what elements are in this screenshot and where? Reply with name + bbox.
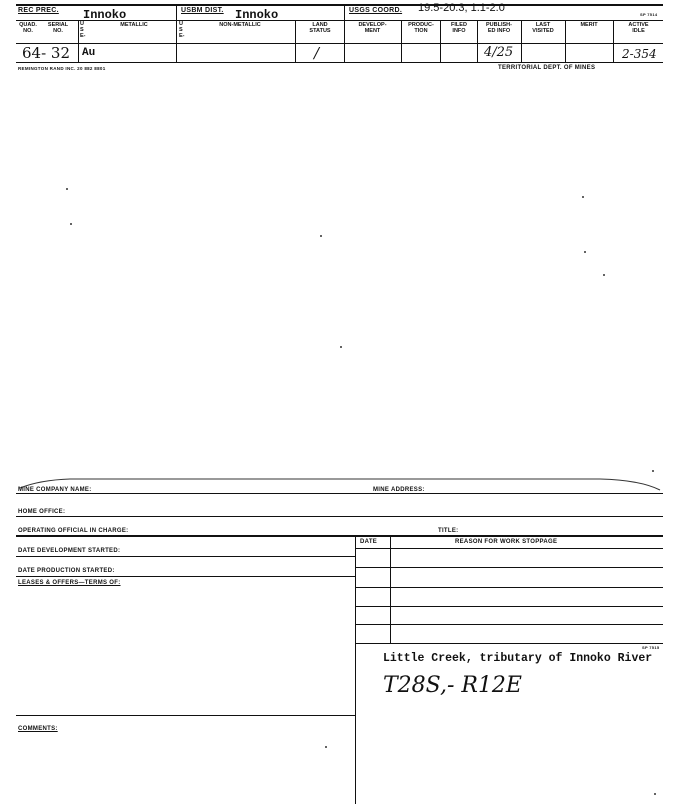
active-idle-value: 2-354 xyxy=(622,47,657,61)
quad-serial-value: 64- 32 xyxy=(22,44,71,62)
table-row-line xyxy=(355,624,663,625)
col-sep xyxy=(78,20,79,63)
date-prod-label: DATE PRODUCTION STARTED: xyxy=(18,568,115,574)
usbm-dist-value: Innoko xyxy=(235,8,279,22)
col-sep xyxy=(176,4,177,63)
home-office-line xyxy=(16,516,663,517)
location-text: Little Creek, tributary of Innoko River xyxy=(383,652,653,665)
form-number-top: SP 7514 xyxy=(640,12,658,17)
mine-company-name-label: MINE COMPANY NAME: xyxy=(18,487,92,493)
comments-right-border xyxy=(355,643,356,804)
form-number-bottom: SP 7515 xyxy=(642,645,660,650)
col-production: PRODUC- TION xyxy=(408,22,434,34)
col-metallic: METALLIC xyxy=(120,22,148,28)
scan-speck xyxy=(320,235,322,237)
col-development: DEVELOP- MENT xyxy=(358,22,387,34)
mine-address-label: MINE ADDRESS: xyxy=(373,487,425,493)
table-row-line xyxy=(355,587,663,588)
col-quad: QUAD. NO. xyxy=(19,22,37,34)
date-dev-line xyxy=(16,556,355,557)
usgs-coord-value: 19.5-20.3, 1.1-2.0 xyxy=(418,2,505,14)
col-merit: MERIT xyxy=(580,22,598,28)
col-published-info: PUBLISH- ED INFO xyxy=(486,22,512,34)
scan-speck xyxy=(66,188,68,190)
date-dev-label: DATE DEVELOPMENT STARTED: xyxy=(18,548,121,554)
card-edge xyxy=(0,474,678,494)
col-metallic-use: U S E- xyxy=(80,21,86,39)
col-nonmetallic: NON-METALLIC xyxy=(219,22,261,28)
scan-speck xyxy=(582,196,584,198)
rec-prec-value: Innoko xyxy=(83,8,127,22)
dept-line: TERRITORIAL DEPT. OF MINES xyxy=(498,65,596,71)
col-land-status: LAND STATUS xyxy=(309,22,331,34)
col-last-visited: LAST VISITED xyxy=(532,22,554,34)
scan-speck xyxy=(603,274,605,276)
col-nonmetallic-use: U S E- xyxy=(179,21,185,39)
col-active-idle: ACTIVE IDLE xyxy=(628,22,649,34)
official-line xyxy=(16,535,663,537)
table-row-line xyxy=(355,567,663,568)
scan-speck xyxy=(584,251,586,253)
date-col-label: DATE xyxy=(360,539,378,545)
top-border xyxy=(16,4,663,6)
usbm-dist-label: USBM DIST. xyxy=(181,7,224,14)
rec-prec-label: REC PREC. xyxy=(18,7,59,14)
leases-label: LEASES & OFFERS—TERMS OF: xyxy=(18,580,121,586)
date-prod-line xyxy=(16,576,355,577)
scan-speck xyxy=(325,746,327,748)
scan-speck xyxy=(70,223,72,225)
operating-official-label: OPERATING OFFICIAL IN CHARGE: xyxy=(18,528,129,534)
scan-speck xyxy=(654,793,656,795)
published-info-value: 4/25 xyxy=(484,45,514,60)
comments-top-line xyxy=(16,715,355,716)
col-serial: SERIAL NO. xyxy=(47,22,69,34)
land-status-value: / xyxy=(314,44,320,62)
card-top-line xyxy=(16,493,663,494)
reason-col-label: REASON FOR WORK STOPPAGE xyxy=(455,539,558,545)
title-label: TITLE: xyxy=(438,528,459,534)
comments-label: COMMENTS: xyxy=(18,726,58,732)
usgs-coord-label: USGS COORD. xyxy=(349,7,403,14)
printer-line: REMINGTON RAND INC. 20 882 8801 xyxy=(18,66,106,71)
table-left-border xyxy=(355,535,356,643)
metallic-value: Au xyxy=(82,47,96,59)
table-header-line xyxy=(355,548,663,549)
home-office-label: HOME OFFICE: xyxy=(18,509,66,515)
table-date-sep xyxy=(390,535,391,643)
table-row-line xyxy=(355,643,663,644)
column-header-line xyxy=(16,43,663,44)
scan-speck xyxy=(340,346,342,348)
table-row-line xyxy=(355,606,663,607)
col-filed-info: FILED INFO xyxy=(451,22,467,34)
township-text: T28S,- R12E xyxy=(383,673,522,698)
scan-speck xyxy=(652,470,654,472)
